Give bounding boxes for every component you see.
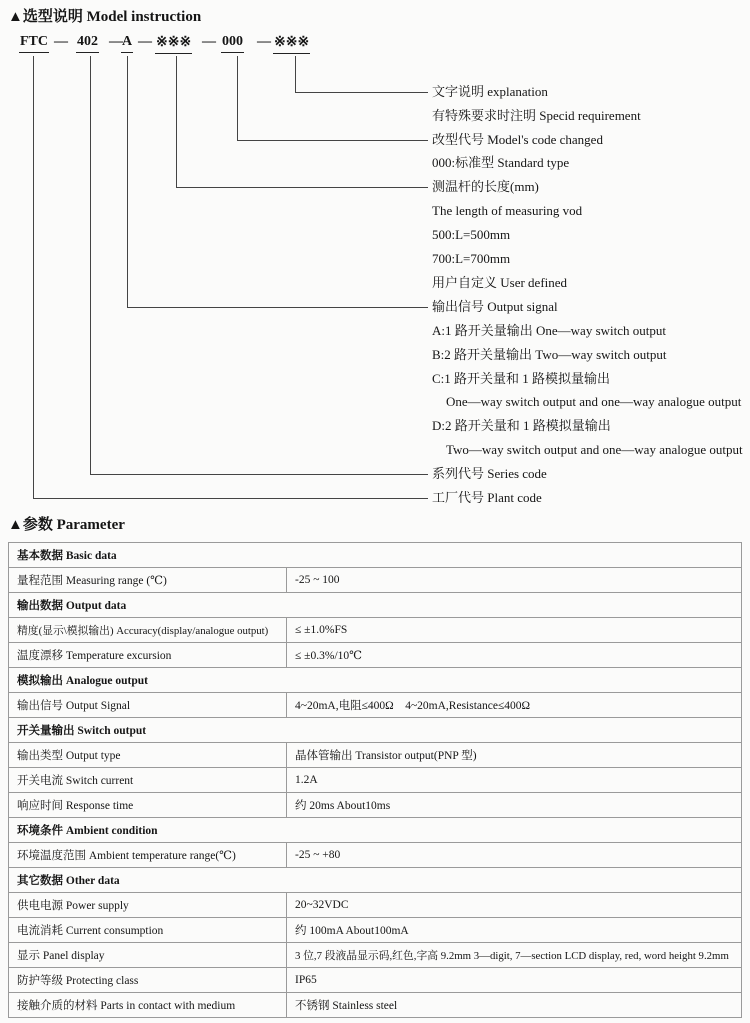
table-row bbox=[9, 543, 742, 568]
param-label: 电流消耗 Current consumption bbox=[9, 918, 287, 943]
param-label: 开关电流 Switch current bbox=[9, 768, 287, 793]
param-value: 4~20mA,电阻≤400Ω 4~20mA,Resistance≤400Ω bbox=[287, 693, 742, 718]
table-row bbox=[9, 818, 742, 843]
diagram-label-output-signal: 输出信号 Output signal bbox=[432, 299, 558, 314]
diagram-label-length-500: 500:L=500mm bbox=[432, 227, 511, 242]
param-value: 晶体管输出 Transistor output(PNP 型) bbox=[287, 743, 742, 768]
diagram-label-option-d-en: Two—way switch output and one—way analogue output bbox=[446, 442, 743, 457]
connector-hline-series bbox=[90, 474, 428, 475]
table-row bbox=[9, 893, 742, 918]
diagram-label-model-changed: 改型代号 Model's code changed bbox=[432, 132, 603, 147]
table-row bbox=[9, 943, 742, 968]
table-row bbox=[9, 868, 742, 893]
table-row bbox=[9, 743, 742, 768]
table-section-header: 输出数据 Output data bbox=[9, 593, 742, 618]
param-value: 3 位,7 段液晶显示码,红色,字高 9.2mm 3—digit, 7—section LCD display, red, word height 9.2mm bbox=[287, 943, 742, 968]
param-value: -25 ~ +80 bbox=[287, 843, 742, 868]
diagram-label-user-defined: 用户自定义 User defined bbox=[432, 275, 568, 290]
model-code-segment-plant: FTC bbox=[19, 34, 49, 53]
param-label: 量程范围 Measuring range (℃) bbox=[9, 568, 287, 593]
model-code-segment-signal: A bbox=[121, 34, 133, 53]
model-code-segment-special: ※※※ bbox=[273, 34, 310, 54]
table-section-header: 环境条件 Ambient condition bbox=[9, 818, 742, 843]
table-section-header: 开关量输出 Switch output bbox=[9, 718, 742, 743]
connector-vline-signal bbox=[127, 56, 128, 307]
table-row bbox=[9, 968, 742, 993]
param-value: 约 100mA About100mA bbox=[287, 918, 742, 943]
param-value: 不锈钢 Stainless steel bbox=[287, 993, 742, 1018]
table-row bbox=[9, 568, 742, 593]
table-section-header: 其它数据 Other data bbox=[9, 868, 742, 893]
param-label: 防护等级 Protecting class bbox=[9, 968, 287, 993]
table-row bbox=[9, 918, 742, 943]
connector-vline-length bbox=[176, 56, 177, 187]
table-section-header: 模拟输出 Analogue output bbox=[9, 668, 742, 693]
diagram-label-option-c: C:1 路开关量和 1 路模拟量输出 bbox=[432, 371, 611, 386]
parameter-table bbox=[8, 542, 742, 1018]
model-code-segment-modelcode: 000 bbox=[221, 34, 244, 53]
table-row bbox=[9, 618, 742, 643]
table-row bbox=[9, 793, 742, 818]
param-value: IP65 bbox=[287, 968, 742, 993]
connector-hline-length bbox=[176, 187, 428, 188]
table-section-header: 基本数据 Basic data bbox=[9, 543, 742, 568]
table-row bbox=[9, 718, 742, 743]
diagram-label-explanation: 文字说明 explanation bbox=[432, 84, 548, 99]
param-label: 接触介质的材料 Parts in contact with medium bbox=[9, 993, 287, 1018]
diagram-label-option-c-en: One—way switch output and one—way analogue output bbox=[446, 394, 742, 409]
param-label: 输出信号 Output Signal bbox=[9, 693, 287, 718]
connector-hline-modelcode bbox=[237, 140, 428, 141]
param-value: -25 ~ 100 bbox=[287, 568, 742, 593]
table-row bbox=[9, 693, 742, 718]
model-code-separator: — bbox=[257, 34, 271, 49]
param-value: 20~32VDC bbox=[287, 893, 742, 918]
diagram-label-rod-length-en: The length of measuring vod bbox=[432, 203, 583, 218]
param-value: ≤ ±0.3%/10℃ bbox=[287, 643, 742, 668]
model-instruction-title: ▲选型说明 Model instruction bbox=[8, 9, 202, 25]
model-code-separator: — bbox=[202, 34, 216, 49]
param-value: ≤ ±1.0%FS bbox=[287, 618, 742, 643]
table-row bbox=[9, 843, 742, 868]
diagram-label-standard-type: 000:标准型 Standard type bbox=[432, 155, 570, 170]
connector-hline-special bbox=[295, 92, 428, 93]
connector-vline-series bbox=[90, 56, 91, 474]
parameter-title: ▲参数 Parameter bbox=[8, 517, 125, 533]
param-label: 显示 Panel display bbox=[9, 943, 287, 968]
connector-hline-signal bbox=[127, 307, 428, 308]
diagram-label-special-req: 有特殊要求时注明 Specid requirement bbox=[432, 108, 641, 123]
diagram-label-option-d: D:2 路开关量和 1 路模拟量输出 bbox=[432, 418, 611, 433]
connector-vline-modelcode bbox=[237, 56, 238, 140]
connector-hline-plant bbox=[33, 498, 428, 499]
model-code-segment-series: 402 bbox=[76, 34, 99, 53]
param-label: 响应时间 Response time bbox=[9, 793, 287, 818]
param-label: 环境温度范围 Ambient temperature range(℃) bbox=[9, 843, 287, 868]
model-code-separator: — bbox=[138, 34, 152, 49]
connector-vline-special bbox=[295, 56, 296, 92]
table-row bbox=[9, 768, 742, 793]
table-row bbox=[9, 643, 742, 668]
model-instruction-section bbox=[0, 0, 750, 508]
connector-vline-plant bbox=[33, 56, 34, 498]
param-value: 约 20ms About10ms bbox=[287, 793, 742, 818]
diagram-label-series-code: 系列代号 Series code bbox=[432, 466, 547, 481]
table-row bbox=[9, 593, 742, 618]
diagram-label-option-a: A:1 路开关量输出 One—way switch output bbox=[432, 323, 666, 338]
diagram-label-plant-code: 工厂代号 Plant code bbox=[432, 490, 542, 505]
model-code-separator: — bbox=[109, 34, 123, 49]
param-label: 精度(显示\模拟输出) Accuracy(display/analogue output) bbox=[9, 618, 287, 643]
diagram-label-length-700: 700:L=700mm bbox=[432, 251, 511, 266]
diagram-label-rod-length-cn: 测温杆的长度(mm) bbox=[432, 179, 539, 194]
model-code-segment-length: ※※※ bbox=[155, 34, 192, 54]
param-label: 供电电源 Power supply bbox=[9, 893, 287, 918]
param-label: 温度漂移 Temperature excursion bbox=[9, 643, 287, 668]
diagram-label-option-b: B:2 路开关量输出 Two—way switch output bbox=[432, 347, 667, 362]
param-label: 输出类型 Output type bbox=[9, 743, 287, 768]
table-row bbox=[9, 993, 742, 1018]
param-value: 1.2A bbox=[287, 768, 742, 793]
table-row bbox=[9, 668, 742, 693]
model-code-separator: — bbox=[54, 34, 68, 49]
